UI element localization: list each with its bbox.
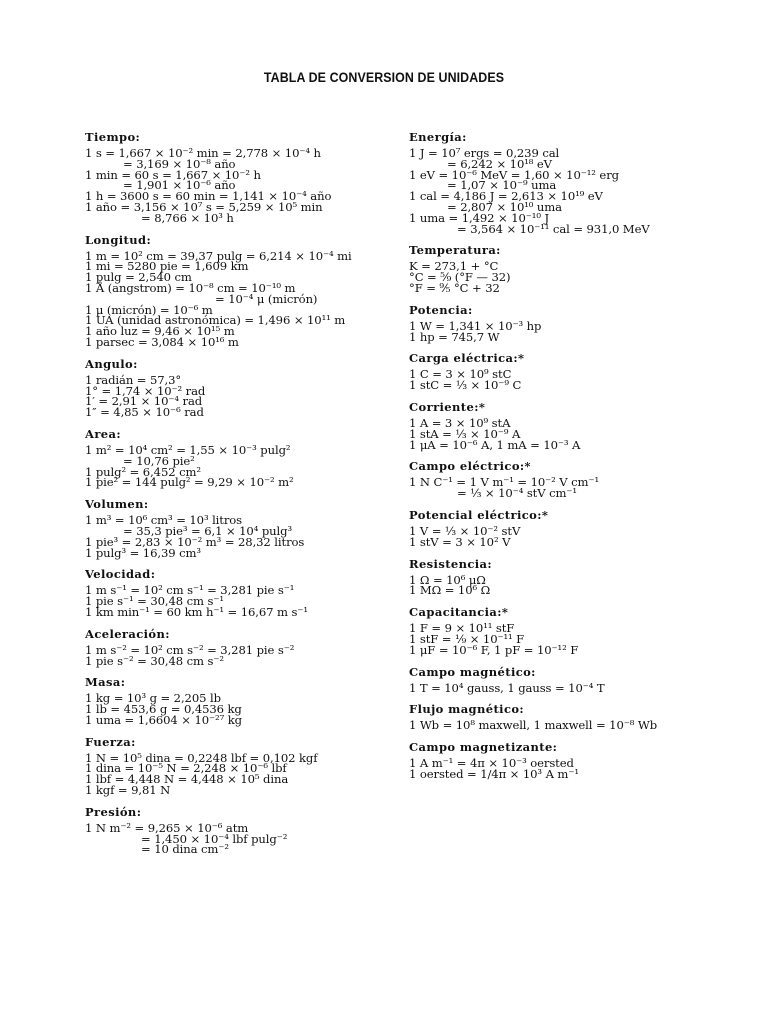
- conversion-line: 1 μF = 10⁻⁶ F, 1 pF = 10⁻¹² F: [409, 642, 579, 657]
- section-heading: Temperatura:: [409, 243, 501, 258]
- conversion-line: 1 Ω = 10⁶ μΩ: [409, 572, 486, 587]
- conversion-section: [85, 735, 385, 796]
- conversion-line: 1 m = 10² cm = 39,37 pulg = 6,214 × 10⁻⁴ mi: [85, 248, 352, 263]
- conversion-line: 1 N m⁻² = 9,265 × 10⁻⁶ atm: [85, 820, 249, 835]
- conversion-line: °F = ⁹⁄₅ °C + 32: [409, 280, 500, 295]
- conversion-section: [85, 427, 385, 488]
- right-column: [409, 130, 709, 789]
- conversion-line: 1′ = 2,91 × 10⁻⁴ rad: [85, 394, 203, 409]
- conversion-line: 1 kgf = 9,81 N: [85, 783, 171, 798]
- conversion-line: = 1,450 × 10⁻⁴ lbf pulg⁻²: [141, 831, 288, 846]
- conversion-line: 1 lb = 453,6 g = 0,4536 kg: [85, 702, 242, 717]
- conversion-line: 1 pulg³ = 16,39 cm³: [85, 545, 201, 560]
- conversion-line: = 10⁻⁴ μ (micrón): [215, 291, 318, 306]
- conversion-line: 1 J = 10⁷ ergs = 0,239 cal: [409, 146, 560, 160]
- conversion-line: 1 m s⁻² = 10² cm s⁻² = 3,281 pie s⁻²: [85, 642, 295, 657]
- conversion-section: [85, 233, 385, 348]
- conversion-line: = 2,807 × 10¹⁰ uma: [447, 199, 562, 214]
- conversion-line: 1 año luz = 9,46 × 10¹⁵ m: [85, 324, 235, 339]
- left-column: [85, 130, 385, 864]
- conversion-line: 1 eV = 10⁻⁶ MeV = 1,60 × 10⁻¹² erg: [409, 167, 619, 182]
- conversion-line: 1 A m⁻¹ = 4π × 10⁻³ oersted: [409, 756, 574, 771]
- conversion-line: 1 μ (micrón) = 10⁻⁶ m: [85, 302, 213, 317]
- section-heading: Corriente:*: [409, 399, 486, 414]
- conversion-line: 1 C = 3 × 10⁹ stC: [409, 367, 512, 382]
- conversion-line: 1 h = 3600 s = 60 min = 1,141 × 10⁻⁴ año: [85, 189, 332, 204]
- conversion-line: = 10 dina cm⁻²: [141, 842, 229, 857]
- conversion-section: [85, 130, 385, 224]
- conversion-line: 1 T = 10⁴ gauss, 1 gauss = 10⁻⁴ T: [409, 680, 605, 695]
- conversion-section: [409, 508, 709, 548]
- conversion-line: 1 lbf = 4,448 N = 4,448 × 10⁵ dina: [85, 772, 289, 787]
- section-heading: Tiempo:: [85, 130, 141, 144]
- conversion-line: 1 pie s⁻¹ = 30,48 cm s⁻¹: [85, 594, 224, 609]
- conversion-line: 1 F = 9 × 10¹¹ stF: [409, 621, 515, 636]
- section-heading: Campo eléctrico:*: [409, 459, 531, 474]
- conversion-line: 1 m³ = 10⁶ cm³ = 10³ litros: [85, 513, 243, 528]
- conversion-line: 1° = 1,74 × 10⁻² rad: [85, 383, 206, 398]
- conversion-line: 1 μA = 10⁻⁶ A, 1 mA = 10⁻³ A: [409, 437, 581, 452]
- conversion-line: K = 273,1 + °C: [409, 259, 499, 274]
- section-heading: Masa:: [85, 675, 126, 690]
- conversion-section: [85, 627, 385, 667]
- conversion-line: 1 stC = ⅓ × 10⁻⁹ C: [409, 378, 522, 393]
- conversion-line: 1 Å (angstrom) = 10⁻⁸ cm = 10⁻¹⁰ m: [85, 280, 296, 295]
- section-heading: Carga eléctrica:*: [409, 351, 525, 366]
- conversion-section: [85, 805, 385, 855]
- conversion-line: 1 parsec = 3,084 × 10¹⁶ m: [85, 334, 239, 349]
- conversion-line: 1 m² = 10⁴ cm² = 1,55 × 10⁻³ pulg²: [85, 442, 291, 457]
- conversion-section: [409, 400, 709, 450]
- conversion-line: = 6,242 × 10¹⁸ eV: [447, 156, 552, 171]
- conversion-line: 1 UA (unidad astronómica) = 1,496 × 10¹¹ m: [85, 313, 346, 328]
- conversion-line: 1 uma = 1,492 × 10⁻¹⁰ J: [409, 210, 549, 225]
- section-heading: Longitud:: [85, 232, 152, 247]
- conversion-line: 1 dina = 10⁻⁵ N = 2,248 × 10⁻⁶ lbf: [85, 761, 287, 776]
- section-heading: Area:: [85, 426, 121, 441]
- section-heading: Potencial eléctrico:*: [409, 507, 549, 522]
- conversion-line: 1 km min⁻¹ = 60 km h⁻¹ = 16,67 m s⁻¹: [85, 604, 308, 619]
- section-heading: Flujo magnético:: [409, 702, 525, 717]
- page-title: TABLA DE CONVERSION DE UNIDADES: [263, 70, 505, 85]
- conversion-line: 1 W = 1,341 × 10⁻³ hp: [409, 318, 542, 333]
- conversion-line: °C = ⁵⁄₉ (°F — 32): [409, 270, 511, 285]
- section-heading: Campo magnetizante:: [409, 740, 558, 755]
- conversion-section: [409, 243, 709, 293]
- conversion-section: [409, 130, 709, 234]
- conversion-line: 1″ = 4,85 × 10⁻⁶ rad: [85, 405, 204, 420]
- section-heading: Capacitancia:*: [409, 605, 509, 620]
- conversion-line: 1 pie³ = 2,83 × 10⁻² m³ = 28,32 litros: [85, 534, 305, 549]
- conversion-line: 1 N = 10⁵ dina = 0,2248 lbf = 0,102 kgf: [85, 750, 318, 765]
- conversion-line: = 10,76 pie²: [123, 453, 195, 468]
- conversion-line: 1 A = 3 × 10⁹ stA: [409, 415, 511, 430]
- section-heading: Fuerza:: [85, 734, 136, 749]
- section-heading: Energía:: [409, 130, 467, 144]
- conversion-section: [409, 459, 709, 499]
- section-heading: Aceleración:: [85, 626, 170, 641]
- conversion-line: = 1,07 × 10⁻⁹ uma: [447, 178, 557, 193]
- conversion-line: 1 stA = ⅓ × 10⁻⁹ A: [409, 426, 521, 441]
- conversion-line: 1 stV = 3 × 10² V: [409, 534, 511, 549]
- conversion-section: [85, 497, 385, 558]
- conversion-section: [85, 357, 385, 418]
- conversion-line: = 8,766 × 10³ h: [141, 210, 234, 225]
- conversion-line: = 3,564 × 10⁻¹¹ cal = 931,0 MeV: [457, 221, 650, 236]
- conversion-line: 1 m s⁻¹ = 10² cm s⁻¹ = 3,281 pie s⁻¹: [85, 583, 295, 598]
- conversion-section: [409, 702, 709, 731]
- conversion-line: 1 V = ⅓ × 10⁻² stV: [409, 523, 521, 538]
- conversion-line: 1 MΩ = 10⁶ Ω: [409, 583, 491, 598]
- section-heading: Angulo:: [85, 356, 138, 371]
- conversion-section: [409, 605, 709, 655]
- conversion-line: 1 pie s⁻² = 30,48 cm s⁻²: [85, 653, 224, 668]
- conversion-line: 1 oersted = 1/4π × 10³ A m⁻¹: [409, 766, 579, 781]
- conversion-line: 1 pie² = 144 pulg² = 9,29 × 10⁻² m²: [85, 475, 294, 490]
- conversion-line: 1 radián = 57,3°: [85, 372, 182, 387]
- conversion-section: [85, 567, 385, 617]
- section-heading: Campo magnético:: [409, 664, 536, 679]
- conversion-section: [409, 740, 709, 780]
- conversion-line: 1 kg = 10³ g = 2,205 lb: [85, 691, 221, 706]
- conversion-line: 1 Wb = 10⁸ maxwell, 1 maxwell = 10⁻⁸ Wb: [409, 718, 658, 733]
- section-heading: Potencia:: [409, 302, 473, 317]
- section-heading: Presión:: [85, 804, 142, 819]
- conversion-line: = ⅓ × 10⁻⁴ stV cm⁻¹: [457, 486, 577, 501]
- conversion-line: 1 N C⁻¹ = 1 V m⁻¹ = 10⁻² V cm⁻¹: [409, 475, 599, 490]
- conversion-line: = 1,901 × 10⁻⁶ año: [123, 178, 236, 193]
- conversion-line: 1 pulg² = 6,452 cm²: [85, 464, 201, 479]
- conversion-line: 1 s = 1,667 × 10⁻² min = 2,778 × 10⁻⁴ h: [85, 146, 321, 160]
- section-heading: Velocidad:: [85, 567, 156, 582]
- conversion-line: 1 uma = 1,6604 × 10⁻²⁷ kg: [85, 712, 242, 727]
- conversion-line: = 3,169 × 10⁻⁸ año: [123, 156, 236, 171]
- section-heading: Volumen:: [85, 497, 149, 512]
- conversion-line: = 35,3 pie³ = 6,1 × 10⁴ pulg³: [123, 523, 292, 538]
- conversion-section: [409, 665, 709, 694]
- conversion-section: [409, 557, 709, 597]
- section-heading: Resistencia:: [409, 556, 493, 571]
- conversion-line: 1 hp = 745,7 W: [409, 329, 500, 344]
- conversion-line: 1 min = 60 s = 1,667 × 10⁻² h: [85, 167, 261, 182]
- conversion-section: [85, 675, 385, 725]
- conversion-line: 1 mi = 5280 pie = 1,609 km: [85, 259, 249, 274]
- conversion-line: 1 cal = 4,186 J = 2,613 × 10¹⁹ eV: [409, 189, 603, 204]
- conversion-line: 1 pulg = 2,540 cm: [85, 270, 192, 285]
- conversion-line: 1 año = 3,156 × 10⁷ s = 5,259 × 10⁵ min: [85, 199, 323, 214]
- conversion-section: [409, 351, 709, 391]
- conversion-line: 1 stF = ⅑ × 10⁻¹¹ F: [409, 631, 525, 646]
- conversion-section: [409, 303, 709, 343]
